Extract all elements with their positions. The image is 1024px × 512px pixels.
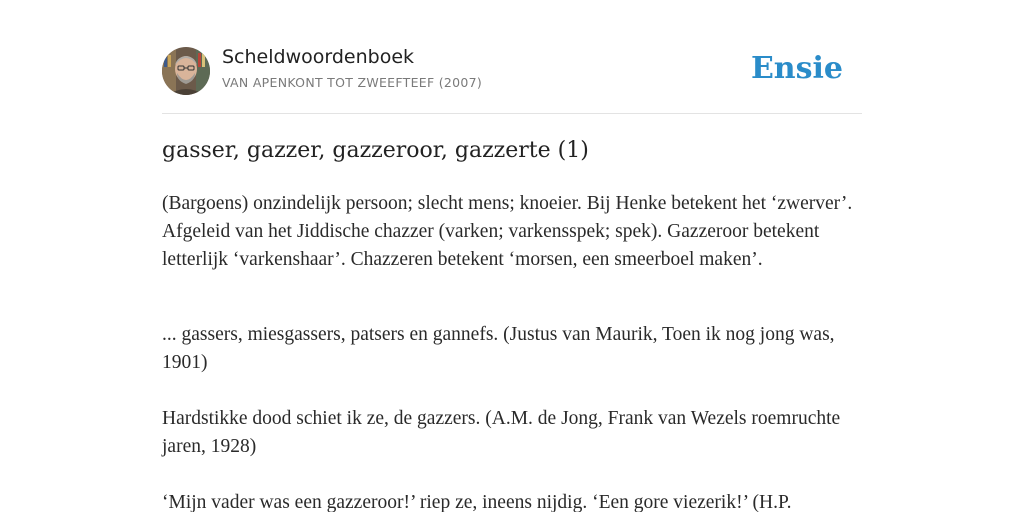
- quote-item: ... gassers, miesgassers, patsers en gannefs. (Justus van Maurik, Toen ik nog jong was, 1901): [162, 324, 835, 373]
- author-portrait-icon: [162, 47, 210, 95]
- source-name[interactable]: Scheldwoordenboek: [222, 46, 415, 68]
- quote-item: Hardstikke dood schiet ik ze, de gazzers. (A.M. de Jong, Frank van Wezels roemruchte jaren, 1928): [162, 408, 841, 457]
- source-header: [162, 46, 862, 96]
- entry-title: gasser, gazzer, gazzeroor, gazzerte (1): [162, 138, 589, 163]
- source-subtitle: VAN APENKONT TOT ZWEEFTEEF (2007): [222, 75, 483, 90]
- author-avatar[interactable]: [162, 47, 210, 95]
- entry-quotes: [162, 321, 862, 512]
- header-divider: [162, 113, 862, 114]
- quote-item: ‘Mijn vader was een gazzeroor!’ riep ze, ineens nijdig. ‘Een gore viezerik!’ (H.P.: [162, 492, 792, 512]
- ensie-logo[interactable]: Ensie: [750, 51, 843, 86]
- entry-definition: (Bargoens) onzindelijk persoon; slecht mens; knoeier. Bij Henke betekent het ‘zwerver’. Afgeleid van het Jiddische chazzer (varken; varkensspek; spek). Gazzeroor betekent letterlijk ‘varkenshaar’. Chazzeren betekent ‘morsen, een smeerboel maken’.: [162, 193, 853, 270]
